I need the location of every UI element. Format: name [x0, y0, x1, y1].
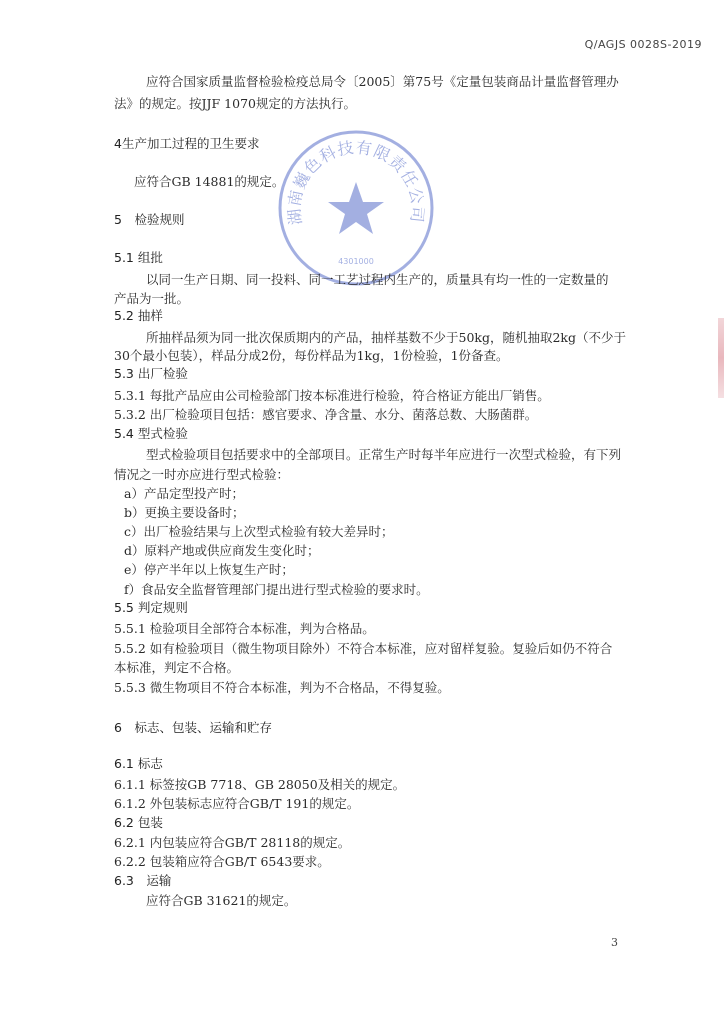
subsection-heading: 5.3 出厂检验 [114, 366, 188, 381]
text-line: 5.3.2 出厂检验项目包括：感官要求、净含量、水分、菌落总数、大肠菌群。 [114, 407, 538, 422]
text-line: 本标准，判定不合格。 [114, 660, 240, 675]
page-number: 3 [611, 936, 618, 949]
subsection-heading: 5.1 组批 [114, 250, 163, 265]
text-line: 5.5.1 检验项目全部符合本标准，判为合格品。 [114, 621, 375, 636]
subsection-heading: 6.3 运输 [114, 873, 172, 888]
text-line: 30个最小包装），样品分成2份，每份样品为1kg，1份检验，1份备查。 [114, 348, 509, 363]
subsection-heading: 5.5 判定规则 [114, 600, 188, 615]
document-code: Q/AGJS 0028S-2019 [584, 38, 702, 51]
section-heading: 4生产加工过程的卫生要求 [114, 136, 260, 151]
text-line: 5.5.3 微生物项目不符合本标准，判为不合格品，不得复验。 [114, 680, 450, 695]
text-line: 6.2.2 包装箱应符合GB/T 6543要求。 [114, 854, 330, 869]
subsection-heading: 6.1 标志 [114, 756, 163, 771]
edge-stamp-fragment [718, 318, 724, 398]
seal-text: 湖南巍色科技有限责任公司 [284, 137, 428, 226]
text-line: 法》的规定。按JJF 1070规定的方法执行。 [114, 96, 356, 111]
list-item: e）停产半年以上恢复生产时； [124, 562, 294, 577]
text-line: 6.1.2 外包装标志应符合GB/T 191的规定。 [114, 796, 360, 811]
text-line: 应符合国家质量监督检验检疫总局令〔2005〕第75号《定量包装商品计量监督管理办 [146, 74, 619, 89]
text-line: 型式检验项目包括要求中的全部项目。正常生产时每半年应进行一次型式检验，有下列 [146, 447, 622, 462]
text-line: 应符合GB 14881的规定。 [134, 174, 285, 189]
text-line: 应符合GB 31621的规定。 [146, 893, 297, 908]
subsection-heading: 5.4 型式检验 [114, 426, 188, 441]
text-line: 5.3.1 每批产品应由公司检验部门按本标准进行检验，符合格证方能出厂销售。 [114, 388, 550, 403]
text-line: 产品为一批。 [114, 291, 190, 306]
section-heading: 5 检验规则 [114, 212, 185, 227]
text-line: 6.1.1 标签按GB 7718、GB 28050及相关的规定。 [114, 777, 406, 792]
subsection-heading: 5.2 抽样 [114, 308, 163, 323]
list-item: f）食品安全监督管理部门提出进行型式检验的要求时。 [124, 582, 429, 597]
text-line: 情况之一时亦应进行型式检验： [114, 467, 290, 482]
list-item: a）产品定型投产时； [124, 486, 244, 501]
seal-code: 4301000 [338, 257, 374, 266]
text-line: 6.2.1 内包装应符合GB/T 28118的规定。 [114, 835, 351, 850]
subsection-heading: 6.2 包装 [114, 815, 163, 830]
list-item: c）出厂检验结果与上次型式检验有较大差异时； [124, 524, 394, 539]
list-item: b）更换主要设备时； [124, 505, 245, 520]
section-heading: 6 标志、包装、运输和贮存 [114, 720, 272, 735]
text-line: 5.5.2 如有检验项目（微生物项目除外）不符合本标准，应对留样复验。复验后如仍不符合 [114, 641, 613, 656]
text-line: 所抽样品须为同一批次保质期内的产品，抽样基数不少于50kg，随机抽取2kg（不少于 [146, 330, 627, 345]
text-line: 以同一生产日期、同一投料、同一工艺过程内生产的，质量具有均一性的一定数量的 [146, 272, 609, 287]
list-item: d）原料产地或供应商发生变化时； [124, 543, 320, 558]
